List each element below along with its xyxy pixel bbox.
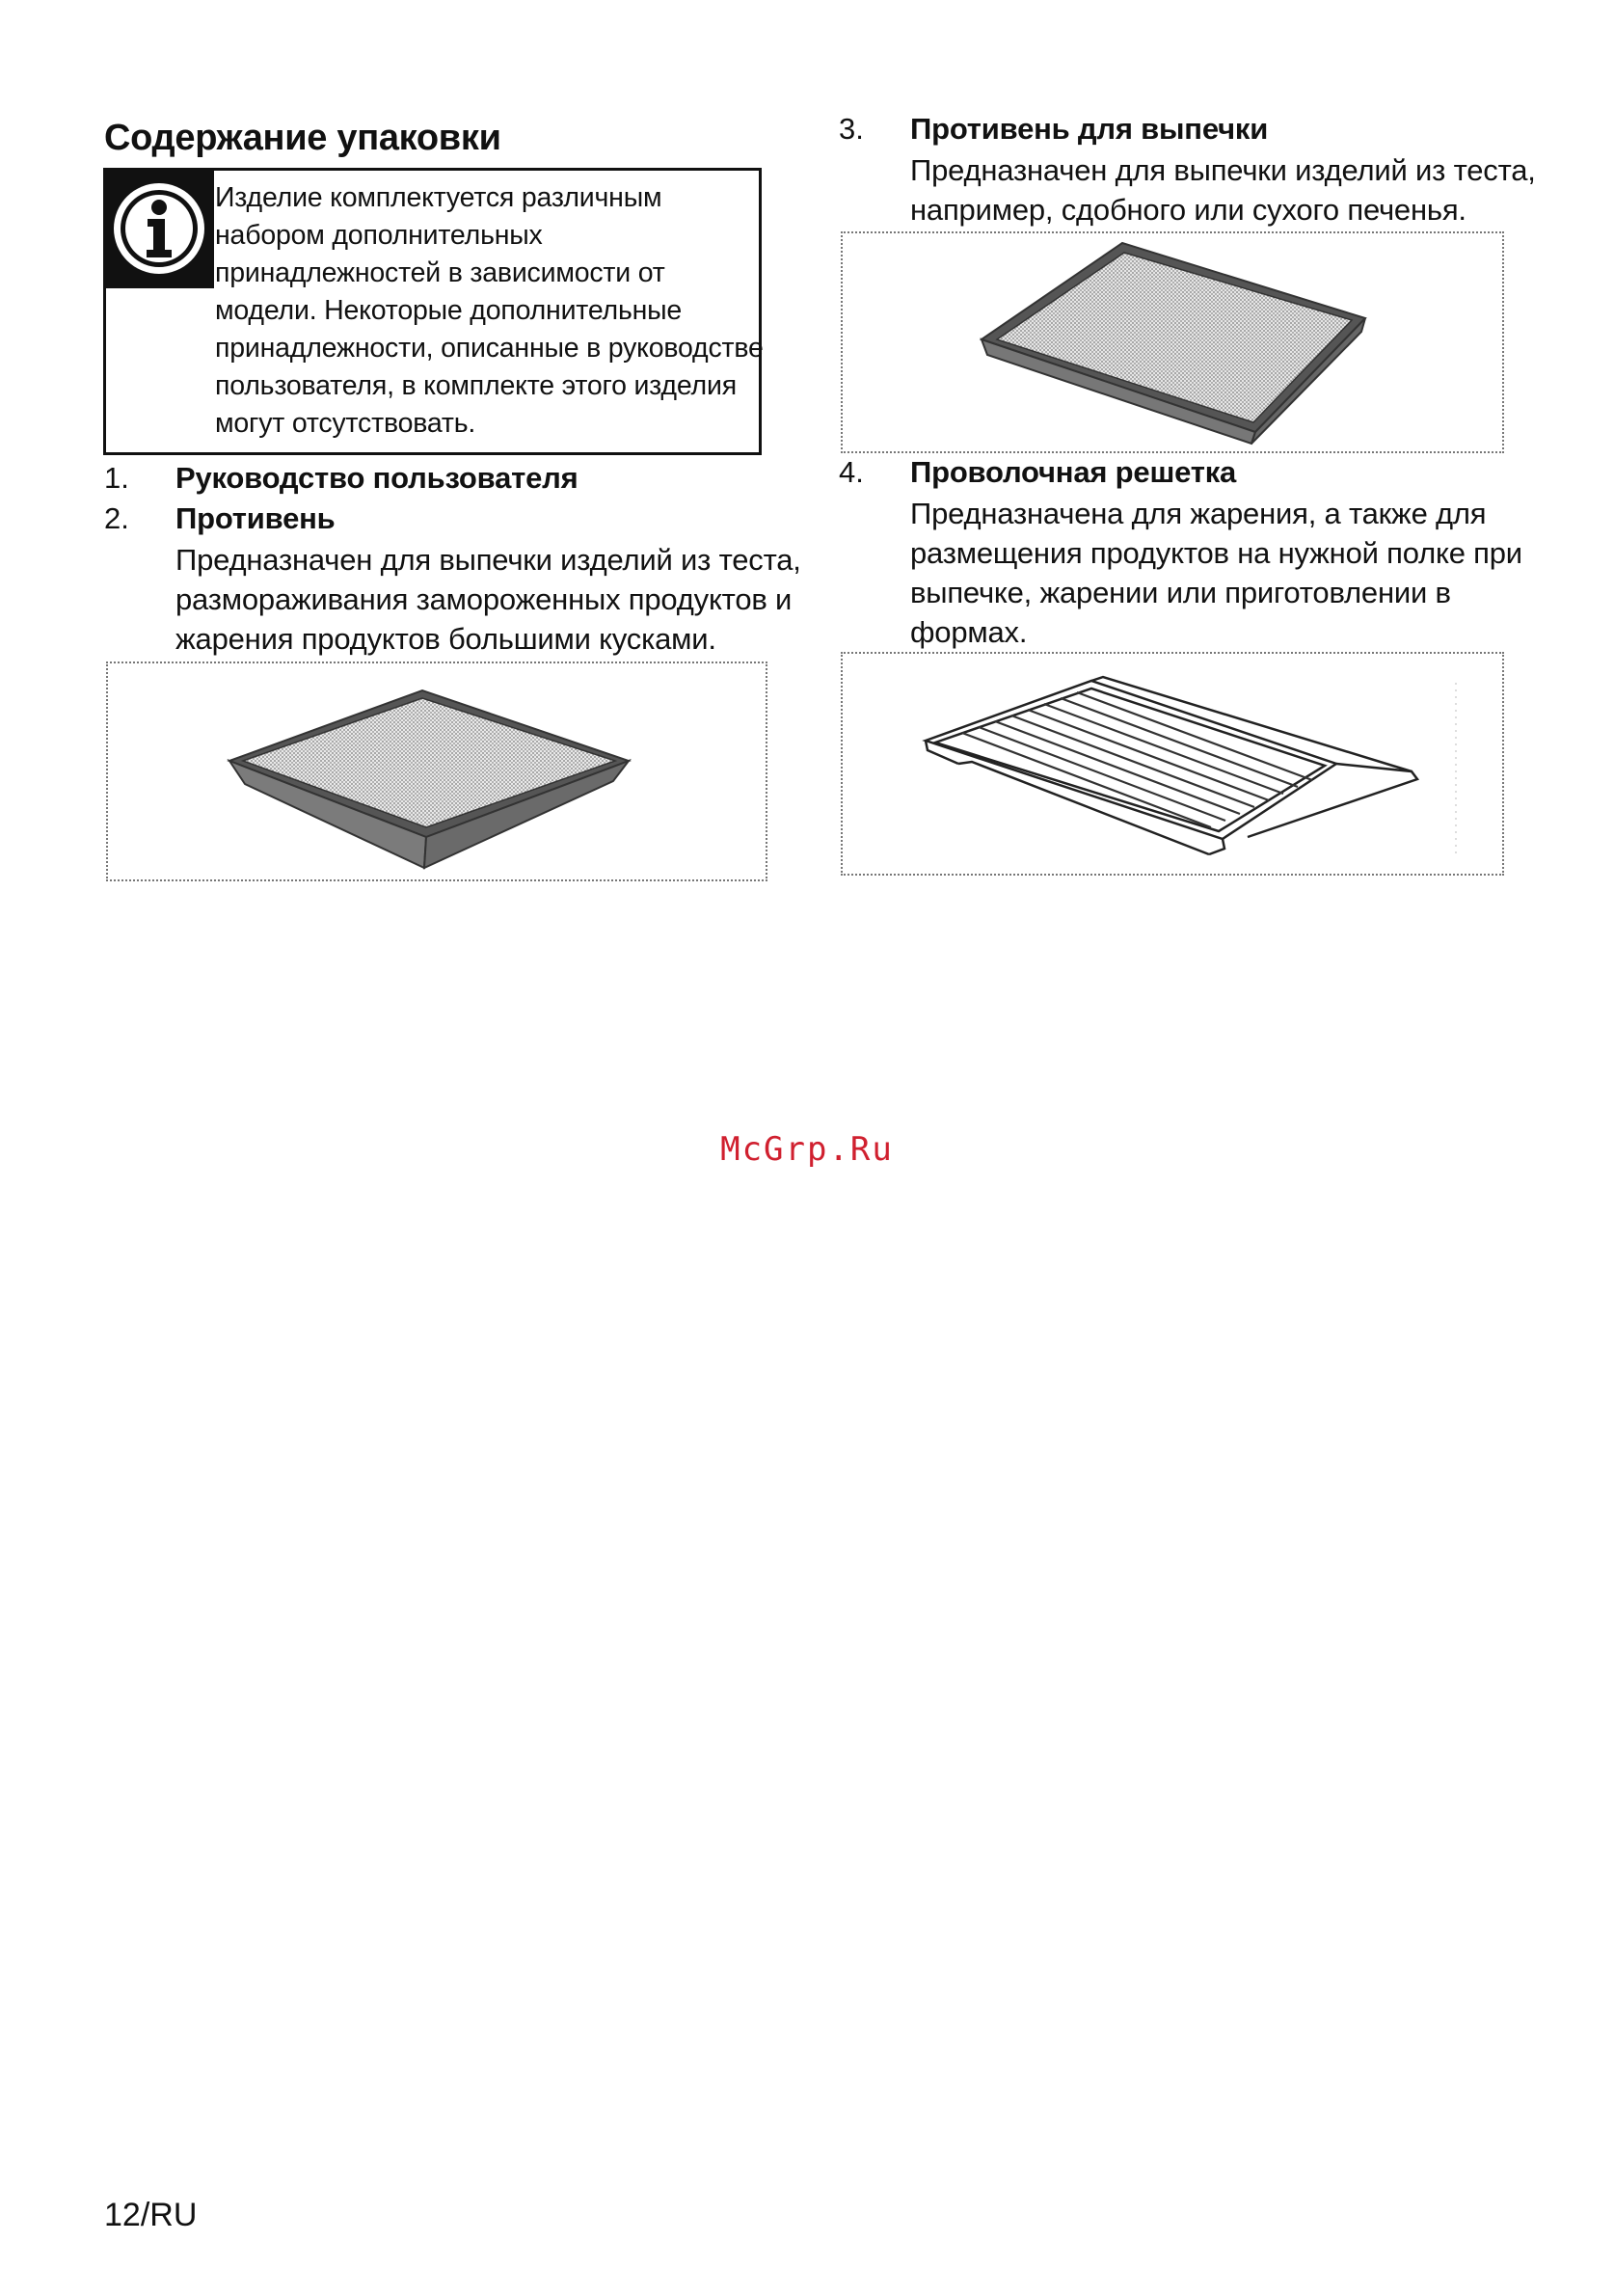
- item-number: 2.: [104, 501, 129, 535]
- baking-tray-illustration: [843, 233, 1506, 455]
- item-title-wire-rack: Проволочная решетка: [910, 455, 1237, 489]
- item-number: 3.: [839, 112, 864, 146]
- page-number: 12/RU: [104, 2197, 198, 2233]
- item-desc-baking-tray: Предназначен для выпечки изделий из теста, например, сдобного или сухого печенья.: [910, 153, 1536, 227]
- item-title-baking-tray: Противень для выпечки: [910, 112, 1269, 146]
- item-desc-wire-rack: Предназначена для жарения, а также для размещения продуктов на нужной полке при выпечке, жарении или приготовлении в формах.: [910, 497, 1522, 649]
- page-title: Содержание упаковки: [104, 118, 501, 158]
- item-desc-tray: Предназначен для выпечки изделий из теста, размораживания замороженных продуктов и жарения продуктов большими кусками.: [175, 543, 801, 656]
- item-title-tray: Противень: [175, 501, 336, 535]
- wire-rack-illustration: [843, 654, 1506, 878]
- note-text: Изделие комплектуется различным набором дополнительных принадлежностей в зависимости от модели. Некоторые дополнительные принадлежности, описанные в руководстве пользователя, в комплекте этого изделия могут отсутствовать.: [215, 182, 764, 439]
- figure-wire-rack: [841, 652, 1504, 876]
- item-number: 1.: [104, 461, 129, 495]
- tray-illustration: [108, 663, 769, 883]
- info-icon: [104, 169, 214, 288]
- watermark: McGrp.Ru: [720, 1130, 894, 1169]
- figure-baking-tray: [841, 231, 1504, 453]
- figure-tray: [106, 662, 767, 881]
- item-title-user-manual: Руководство пользователя: [175, 461, 578, 495]
- item-number: 4.: [839, 455, 864, 489]
